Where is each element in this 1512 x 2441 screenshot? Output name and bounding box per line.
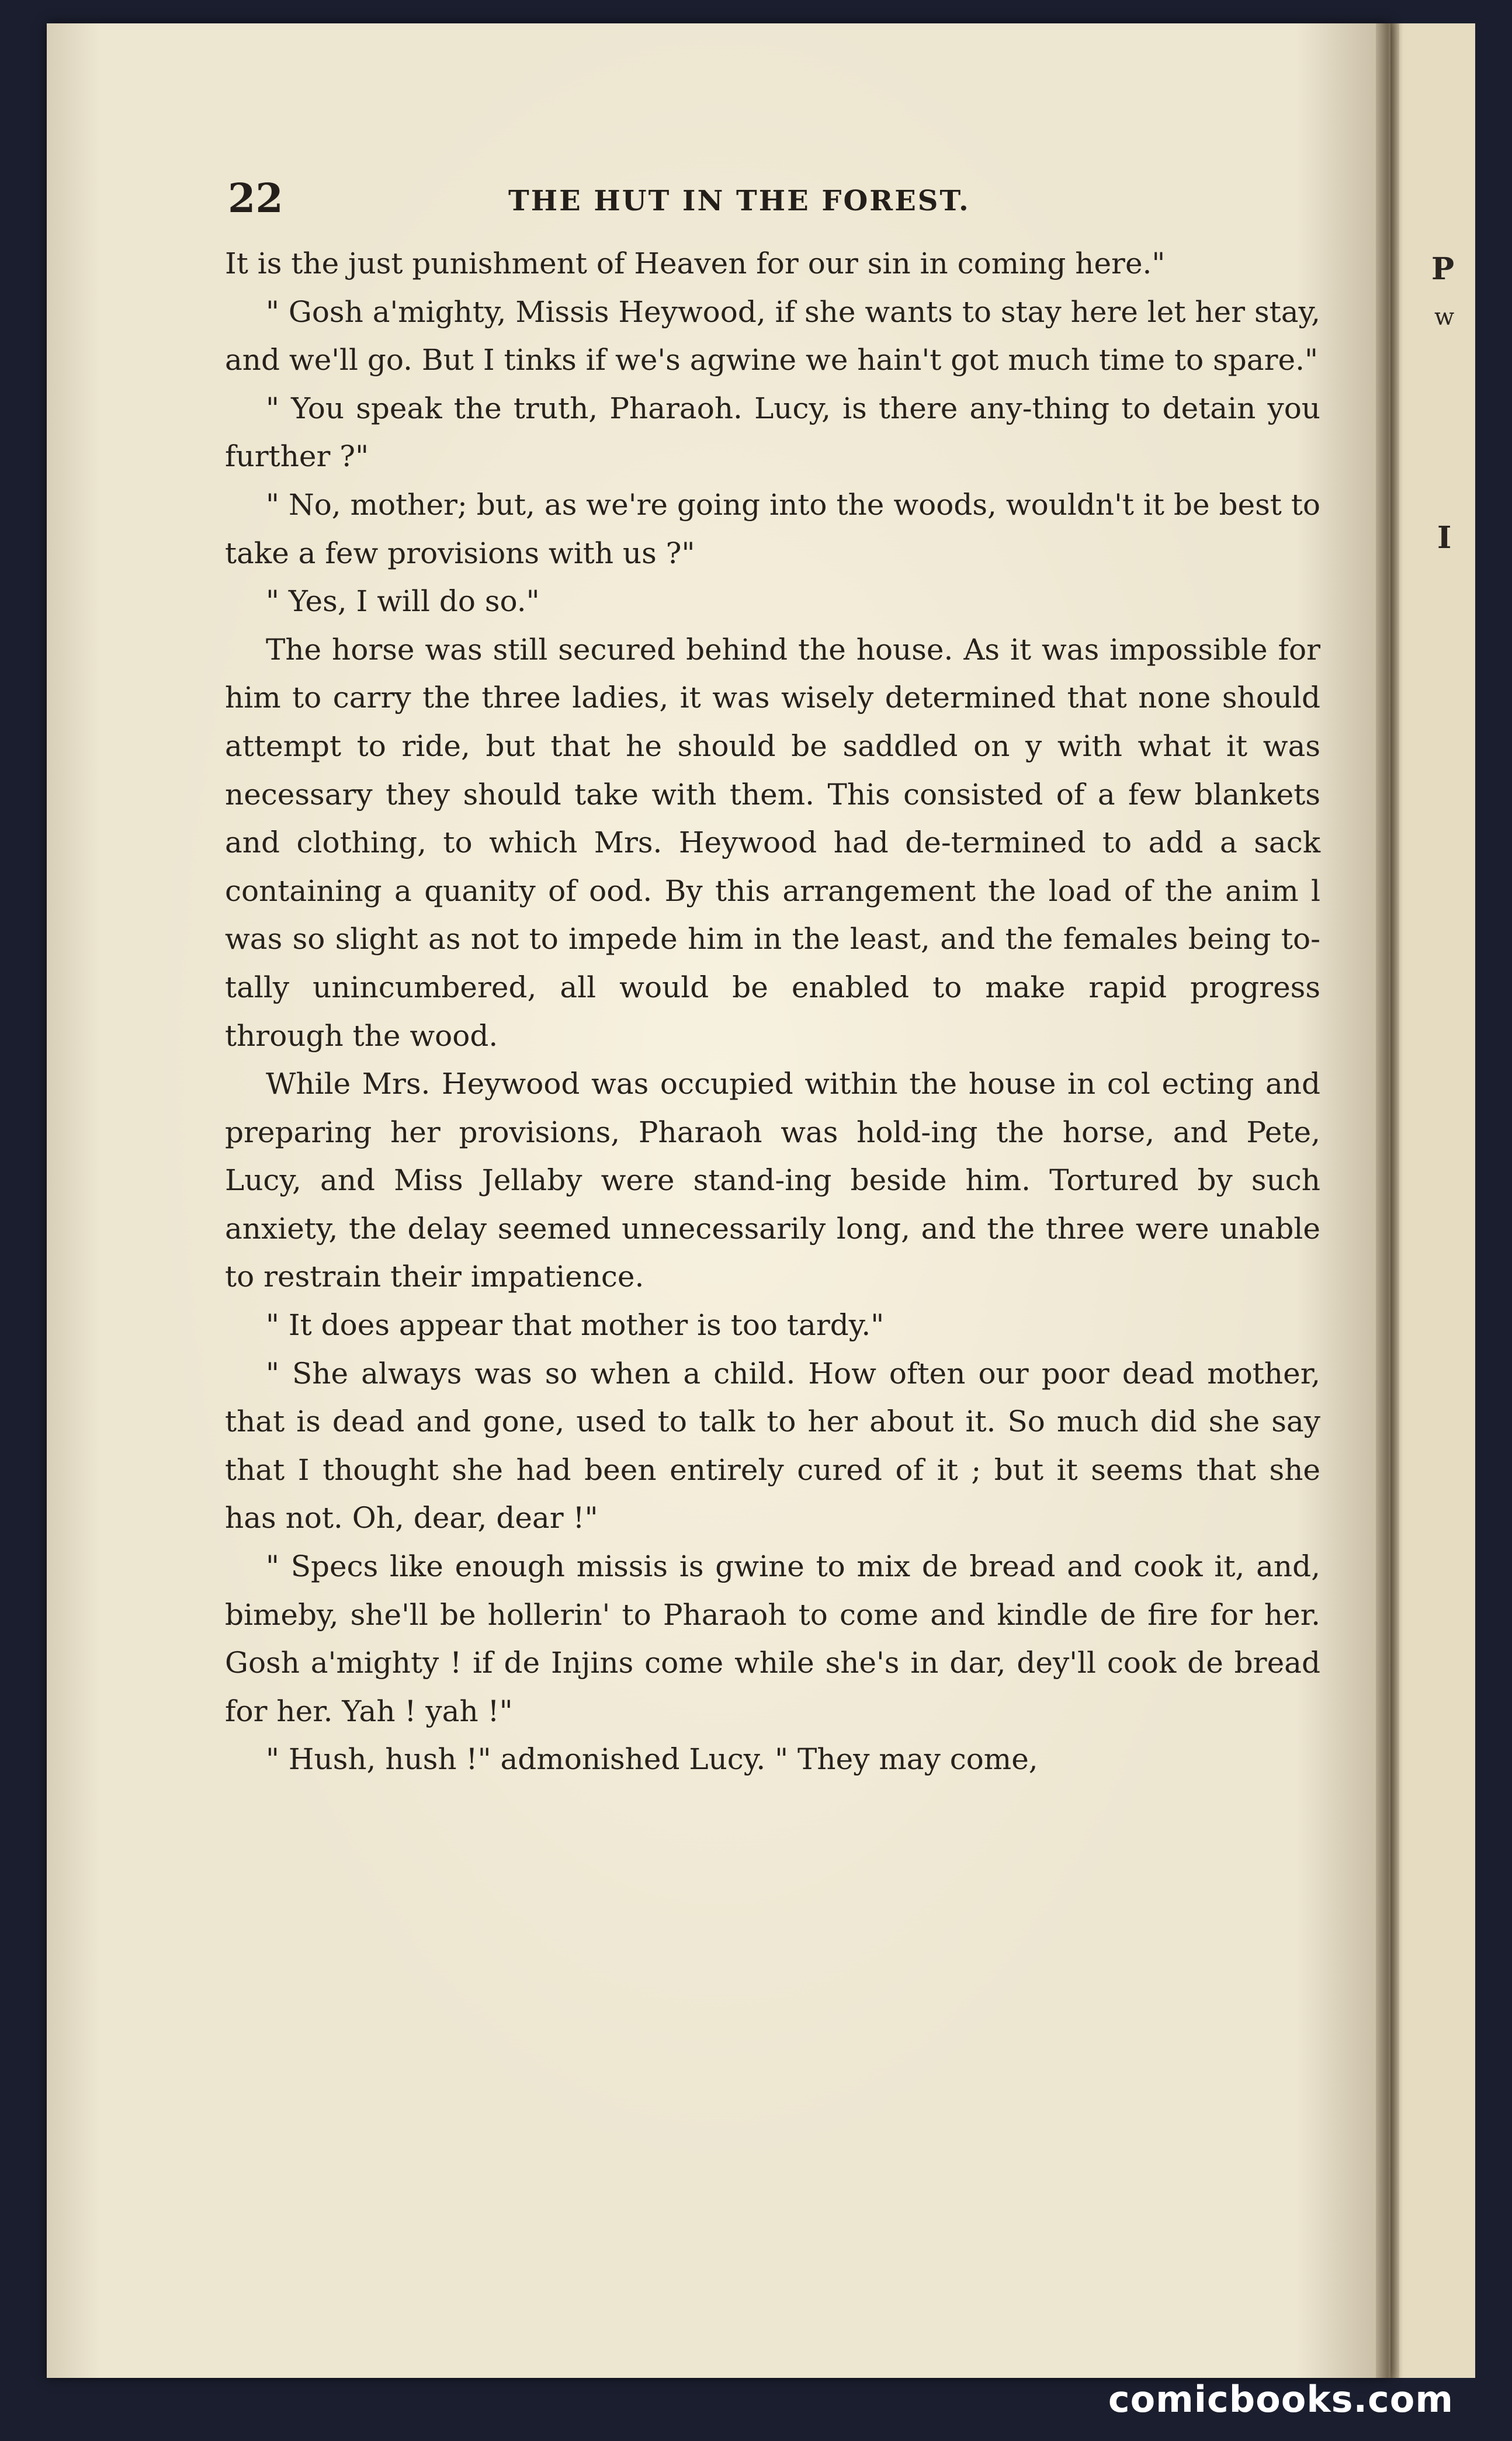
page-number: 22 (228, 175, 283, 222)
facing-page-letter: w (1434, 304, 1455, 331)
paragraph: It is the just punishment of Heaven for our sin in coming here." (225, 247, 1166, 280)
facing-page-letter: P (1431, 251, 1455, 287)
paragraph: " Hush, hush !" admonished Lucy. " They may come, (266, 1742, 1038, 1777)
paragraph: " No, mother; but, as we're going into the woods, wouldn't it be best to take a few provisions with us ?" (225, 487, 1320, 570)
facing-page (1388, 23, 1475, 2378)
paragraph: " Yes, I will do so." (266, 584, 540, 619)
paragraph: " She always was so when a child. How often our poor dead mother, that is dead and gone, used to talk to her about it. So much did she say that I thought she had been entirely cured of it ; but it seems that she has not. Oh, dear, dear !" (225, 1356, 1320, 1535)
paragraph: " You speak the truth, Pharaoh. Lucy, is there any-thing to detain you further ?" (225, 391, 1320, 474)
body-text (225, 240, 1320, 1784)
paragraph: " Gosh a'mighty, Missis Heywood, if she wants to stay here let her stay, and we'll go. But I tinks if we's agwine we hain't got much time to spare." (225, 294, 1321, 377)
paragraph: While Mrs. Heywood was occupied within the house in col ecting and preparing her provisions, Pharaoh was hold-ing the horse, and Pete, Lucy, and Miss Jellaby were stand-ing beside him. Tortured by such anxiety, the delay seemed unnecessarily long, and the three were unable to restrain their impatience. (225, 1067, 1320, 1294)
background-edge (1475, 0, 1512, 2441)
paragraph: " Specs like enough missis is gwine to mix de bread and cook it, and, bimeby, she'll be hollerin' to Pharaoh to come and kindle de fire for her. Gosh a'mighty ! if de Injins come while she's in dar, dey'll cook de bread for her. Yah ! yah !" (225, 1549, 1320, 1728)
paragraph: The horse was still secured behind the house. As it was impossible for him to carry the three ladies, it was wisely determined that none should attempt to ride, but that he should be saddled on y with what it was necessary they should take with them. This consisted of a few blankets and clothing, to which Mrs. Heywood had de-termined to add a sack containing a quanity of ood. By this arrangement the load of the anim l was so slight as not to impede him in the least, and the females being to-tally unincumbered, all would be enabled to make rapid progress through the wood. (225, 632, 1320, 1053)
running-title: THE HUT IN THE FOREST. (508, 185, 970, 217)
page-header (228, 175, 1338, 222)
watermark: comicbooks.com (1108, 2378, 1454, 2421)
paragraph: " It does appear that mother is too tardy." (266, 1308, 885, 1343)
facing-page-letter: I (1437, 520, 1452, 556)
page-gutter (1376, 23, 1399, 2378)
